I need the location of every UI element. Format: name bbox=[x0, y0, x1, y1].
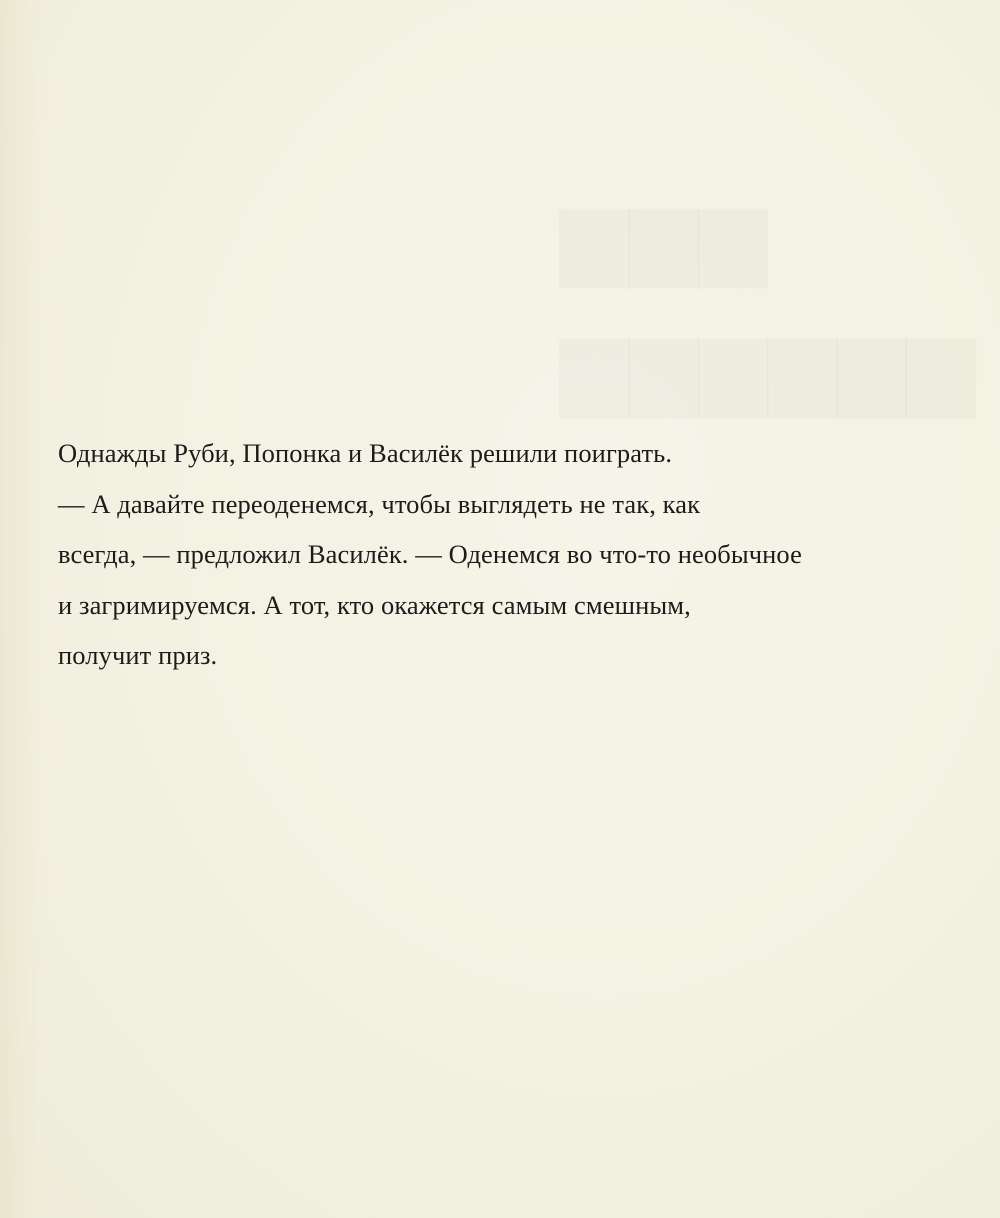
story-line-1: Однажды Руби, Попонка и Василёк решили поиграть. bbox=[58, 438, 673, 468]
show-through-shadow bbox=[560, 170, 975, 430]
story-line-5: получит приз. bbox=[58, 640, 218, 670]
story-line-2: — А давайте переоденемся, чтобы выглядеть не так, как bbox=[58, 488, 701, 519]
story-line-4: и загримируемся. А тот, кто окажется самым смешным, bbox=[58, 589, 691, 620]
story-line-3: всегда, — предложил Василёк. — Оденемся во что-то необычное bbox=[58, 539, 802, 569]
story-text bbox=[58, 428, 958, 681]
